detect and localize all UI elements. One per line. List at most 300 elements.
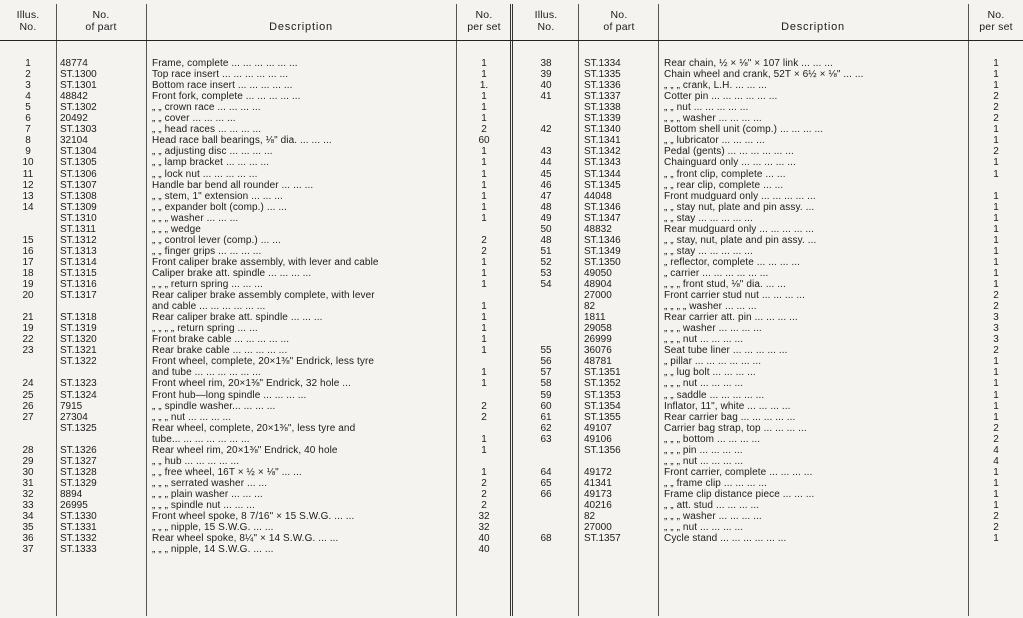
quantity-per-set: 40	[478, 544, 490, 556]
part-description: Rear brake cable ... ... ... ... ...	[152, 345, 288, 357]
quantity-per-set: 2	[481, 245, 487, 257]
part-number: ST.1356	[584, 444, 621, 456]
quantity-per-set: 1	[481, 279, 487, 290]
part-number: ST.1353	[584, 389, 621, 401]
quantity-per-set: 2	[993, 91, 999, 103]
quantity-per-set: 2	[993, 522, 999, 534]
illus-number: 9	[25, 146, 31, 158]
illus-number: 34	[22, 511, 34, 523]
part-description: „ „ control lever (comp.) ... ...	[152, 234, 281, 246]
table-row	[0, 489, 1023, 500]
table-row	[0, 356, 1023, 367]
table-row	[0, 224, 1023, 235]
part-description: Top race insert ... ... ... ... ... ...	[152, 69, 289, 81]
table-row	[0, 246, 1023, 257]
header-per-set: No. per set	[979, 9, 1013, 33]
part-description: „ „ lamp bracket ... ... ... ...	[152, 157, 270, 169]
illus-number: 56	[540, 356, 552, 368]
part-description: „ „ finger grips ... ... ... ...	[152, 245, 262, 257]
illus-number: 41	[540, 91, 552, 103]
part-description: „ „ crown race ... ... ... ...	[152, 102, 261, 114]
illus-number: 57	[540, 367, 552, 379]
header-illus-no: Illus. No.	[16, 9, 40, 33]
quantity-per-set: 1	[993, 378, 999, 390]
illus-number: 66	[540, 488, 552, 500]
part-description: Rear wheel, complete, 20×1⅜", less tyre and	[152, 422, 356, 434]
part-description: Rear wheel spoke, 8¼" × 14 S.W.G. ... ...	[152, 533, 339, 545]
quantity-per-set: 1	[993, 157, 999, 169]
part-number: 48781	[584, 356, 612, 368]
illus-number: 39	[540, 69, 552, 81]
illus-number: 48	[540, 201, 552, 213]
quantity-per-set: 2	[481, 477, 487, 489]
quantity-per-set: 32	[478, 511, 490, 523]
quantity-per-set: 2	[993, 301, 999, 313]
part-number: ST.1328	[60, 466, 97, 478]
quantity-per-set: 2	[481, 234, 487, 246]
part-number: 40216	[584, 500, 612, 511]
illus-number: 54	[540, 279, 552, 290]
part-number: ST.1350	[584, 256, 621, 268]
part-number: ST.1307	[60, 179, 97, 191]
table-row	[0, 412, 1023, 423]
part-description: Head race ball bearings, ⅛" dia. ... ... ...	[152, 135, 332, 147]
part-description: Inflator, 11", white ... ... ... ...	[664, 400, 791, 412]
part-number: ST.1315	[60, 267, 97, 279]
part-description: „ „ „ plain washer ... ... ...	[152, 488, 263, 500]
illus-number: 13	[22, 190, 34, 202]
illus-number: 44	[540, 157, 552, 169]
part-description: „ „ saddle ... ... ... ... ...	[664, 389, 765, 401]
quantity-per-set: 2	[993, 102, 999, 114]
illus-number: 33	[22, 500, 34, 511]
illus-number: 12	[22, 179, 34, 191]
quantity-per-set: 1	[481, 190, 487, 202]
quantity-per-set: 1	[993, 135, 999, 147]
part-description: Rear carrier bag ... ... ... ... ...	[664, 411, 796, 423]
part-description: Rear chain, ½ × ⅛" × 107 link ... ... ...	[664, 58, 833, 69]
table-row	[0, 113, 1023, 124]
table-row	[0, 312, 1023, 323]
table-row	[0, 135, 1023, 146]
illus-number: 40	[540, 80, 552, 92]
quantity-per-set: 1	[993, 400, 999, 412]
part-description: „ „ stay nut, plate and pin assy. ...	[664, 201, 815, 213]
part-description: „ „ lubricator ... ... ... ...	[664, 135, 765, 147]
part-number: 49107	[584, 422, 612, 434]
illus-number: 19	[22, 323, 34, 335]
quantity-per-set: 1	[481, 323, 487, 335]
quantity-per-set: 2	[481, 124, 487, 136]
quantity-per-set: 3	[993, 323, 999, 335]
illus-number: 59	[540, 389, 552, 401]
part-description: „ „ spindle washer... ... ... ...	[152, 400, 276, 412]
illus-number: 5	[25, 102, 31, 114]
illus-number: 11	[22, 168, 34, 180]
illus-number: 32	[22, 488, 34, 500]
part-number: 20492	[60, 113, 88, 125]
table-row	[0, 102, 1023, 113]
illus-number: 1	[25, 58, 31, 69]
quantity-per-set: 2	[481, 488, 487, 500]
part-number: ST.1338	[584, 102, 621, 114]
part-description: „ „ lug bolt ... ... ... ...	[664, 367, 756, 379]
quantity-per-set: 2	[993, 433, 999, 445]
part-number: ST.1343	[584, 157, 621, 169]
part-description: „ „ stay ... ... ... ... ...	[664, 245, 753, 257]
quantity-per-set: 1	[481, 157, 487, 169]
part-number: 49050	[584, 267, 612, 279]
part-description: „ „ stem, 1" extension ... ... ...	[152, 190, 283, 202]
part-description: „ „ „ nipple, 15 S.W.G. ... ...	[152, 522, 274, 534]
part-description: „ „ nut ... ... ... ... ...	[664, 102, 749, 114]
part-number: 32104	[60, 135, 88, 147]
part-number: 29058	[584, 323, 612, 335]
table-row	[0, 544, 1023, 555]
part-description: Rear mudguard only ... ... ... ... ...	[664, 223, 814, 235]
part-description: „ „ cover ... ... ... ...	[152, 113, 236, 125]
part-description: „ „ „ return spring ... ... ...	[152, 279, 263, 290]
table-row	[0, 146, 1023, 157]
quantity-per-set: 2	[993, 345, 999, 357]
quantity-per-set: 1	[993, 367, 999, 379]
part-description: „ „ „ nut ... ... ... ...	[152, 411, 232, 423]
quantity-per-set: 1	[993, 168, 999, 180]
part-description: „ „ „ spindle nut ... ... ...	[152, 500, 255, 511]
table-row	[0, 345, 1023, 356]
table-row	[0, 533, 1023, 544]
part-number: ST.1313	[60, 245, 97, 257]
part-description: „ „ head races ... ... ... ...	[152, 124, 262, 136]
header-illus-no: Illus. No.	[534, 9, 558, 33]
part-number: ST.1312	[60, 234, 97, 246]
part-number: ST.1329	[60, 477, 97, 489]
part-description: Rear caliper brake att. spindle ... ... ...	[152, 312, 323, 324]
part-description: Front hub—long spindle ... ... ... ...	[152, 389, 307, 401]
part-description: „ „ „ nut ... ... ... ...	[664, 455, 744, 467]
part-description: „ „ „ wedge	[152, 223, 201, 235]
part-description: Chain wheel and crank, 52T × 6½ × ⅛" ... ...	[664, 69, 864, 81]
quantity-per-set: 1	[993, 245, 999, 257]
quantity-per-set: 1.	[479, 80, 489, 92]
part-description: „ „ „ washer ... ... ... ...	[664, 323, 762, 335]
table-row	[0, 522, 1023, 533]
part-description: „ „ „ „ washer ... ... ...	[664, 301, 757, 313]
part-number: ST.1333	[60, 544, 97, 556]
part-description: „ „ stay ... ... ... ... ...	[664, 212, 753, 224]
quantity-per-set: 1	[481, 312, 487, 324]
part-description: „ „ lock nut ... ... ... ... ...	[152, 168, 258, 180]
part-number: ST.1354	[584, 400, 621, 412]
quantity-per-set: 1	[993, 279, 999, 290]
table-row	[0, 301, 1023, 312]
part-number: ST.1311	[60, 223, 96, 235]
part-description: „ „ „ serrated washer ... ...	[152, 477, 268, 489]
header-description: Description	[269, 21, 333, 33]
illus-number: 61	[540, 411, 552, 423]
quantity-per-set: 2	[993, 146, 999, 158]
quantity-per-set: 1	[481, 345, 487, 357]
quantity-per-set: 1	[993, 267, 999, 279]
table-row	[0, 279, 1023, 290]
illus-number: 6	[25, 113, 31, 125]
quantity-per-set: 1	[481, 69, 487, 81]
illus-number: 16	[22, 245, 34, 257]
table-row	[0, 378, 1023, 389]
quantity-per-set: 1	[481, 102, 487, 114]
part-number: ST.1340	[584, 124, 621, 136]
part-number: 82	[584, 511, 596, 523]
illus-number: 52	[540, 256, 552, 268]
illus-number: 49	[540, 212, 552, 224]
header-rule	[0, 40, 1023, 41]
part-number: ST.1306	[60, 168, 97, 180]
quantity-per-set: 3	[993, 312, 999, 324]
part-description: „ „ front clip, complete ... ...	[664, 168, 786, 180]
part-number: ST.1327	[60, 455, 97, 467]
part-description: „ „ „ pin ... ... ... ...	[664, 444, 743, 456]
part-number: ST.1346	[584, 201, 621, 213]
part-number: ST.1324	[60, 389, 97, 401]
part-number: 49106	[584, 433, 612, 445]
part-description: „ „ „ nipple, 14 S.W.G. ... ...	[152, 544, 274, 556]
part-number: ST.1309	[60, 201, 97, 213]
part-number: ST.1334	[584, 58, 621, 69]
illus-number: 47	[540, 190, 552, 202]
quantity-per-set: 2	[993, 511, 999, 523]
illus-number: 63	[540, 433, 552, 445]
quantity-per-set: 1	[993, 477, 999, 489]
part-number: 48842	[60, 91, 88, 103]
part-description: „ „ „ „ return spring ... ...	[152, 323, 258, 335]
part-description: Front caliper brake assembly, with lever and cable	[152, 256, 379, 268]
part-description: and tube ... ... ... ... ... ...	[152, 367, 261, 379]
part-number: ST.1345	[584, 179, 621, 191]
table-row	[0, 511, 1023, 522]
part-description: „ „ stay, nut, plate and pin assy. ...	[664, 234, 817, 246]
quantity-per-set: 1	[481, 267, 487, 279]
table-row	[0, 180, 1023, 191]
illus-number: 24	[22, 378, 34, 390]
part-number: ST.1302	[60, 102, 97, 114]
header-per-set: No. per set	[467, 9, 501, 33]
part-description: „ „ hub ... ... ... ... ...	[152, 455, 240, 467]
table-row	[0, 334, 1023, 345]
part-number: ST.1332	[60, 533, 97, 545]
part-number: ST.1320	[60, 334, 97, 346]
part-description: Front wheel, complete, 20×1⅜" Endrick, less tyre	[152, 356, 375, 368]
part-description: Chainguard only ... ... ... ... ...	[664, 157, 796, 169]
quantity-per-set: 1	[993, 466, 999, 478]
illus-number: 55	[540, 345, 552, 357]
quantity-per-set: 1	[993, 80, 999, 92]
quantity-per-set: 1	[993, 488, 999, 500]
quantity-per-set: 1	[993, 212, 999, 224]
quantity-per-set: 1	[993, 500, 999, 511]
illus-number: 19	[22, 279, 34, 290]
quantity-per-set: 1	[993, 533, 999, 545]
quantity-per-set: 1	[993, 69, 999, 81]
illus-number: 31	[22, 477, 34, 489]
quantity-per-set: 1	[993, 256, 999, 268]
quantity-per-set: 60	[478, 135, 490, 147]
part-description: Front brake cable ... ... ... ... ...	[152, 334, 290, 346]
part-number: 1811	[584, 312, 606, 324]
table-row	[0, 213, 1023, 224]
illus-number: 60	[540, 400, 552, 412]
table-row	[0, 157, 1023, 168]
illus-number: 37	[22, 544, 34, 556]
table-row	[0, 202, 1023, 213]
quantity-per-set: 1	[481, 146, 487, 158]
part-description: „ „ „ nut ... ... ... ...	[664, 522, 744, 534]
part-description: Caliper brake att. spindle ... ... ... ...	[152, 267, 312, 279]
part-description: Front wheel rim, 20×1⅜" Endrick, 32 hole ...	[152, 378, 351, 390]
illus-number: 28	[22, 444, 34, 456]
illus-number: 64	[540, 466, 552, 478]
part-number: ST.1351	[584, 367, 621, 379]
table-row	[0, 401, 1023, 412]
part-description: Seat tube liner ... ... ... ... ...	[664, 345, 788, 357]
quantity-per-set: 4	[993, 455, 999, 467]
table-row	[0, 58, 1023, 69]
part-number: ST.1317	[60, 290, 97, 302]
part-number: ST.1308	[60, 190, 97, 202]
header-part-no: No. of part	[603, 9, 635, 33]
quantity-per-set: 40	[478, 533, 490, 545]
illus-number: 22	[22, 334, 34, 346]
part-description: „ „ „ nut ... ... ... ...	[664, 334, 744, 346]
table-row	[0, 268, 1023, 279]
quantity-per-set: 1	[993, 190, 999, 202]
illus-number: 50	[540, 223, 552, 235]
table-row	[0, 445, 1023, 456]
part-description: tube... ... ... ... ... ... ...	[152, 433, 250, 445]
part-number: 48774	[60, 58, 88, 69]
illus-number: 7	[25, 124, 31, 136]
quantity-per-set: 1	[481, 301, 487, 313]
part-number: ST.1347	[584, 212, 621, 224]
quantity-per-set: 1	[481, 179, 487, 191]
part-number: ST.1316	[60, 279, 97, 290]
part-description: Cycle stand ... ... ... ... ... ...	[664, 533, 787, 545]
quantity-per-set: 1	[481, 256, 487, 268]
table-row	[0, 456, 1023, 467]
part-description: „ „ „ washer ... ... ... ...	[664, 113, 762, 125]
part-number: ST.1337	[584, 91, 621, 103]
part-number: ST.1349	[584, 245, 621, 257]
header-part-no: No. of part	[85, 9, 117, 33]
part-number: 41341	[584, 477, 612, 489]
part-description: Handle bar bend all rounder ... ... ...	[152, 179, 314, 191]
illus-number: 43	[540, 146, 552, 158]
illus-number: 2	[25, 69, 31, 81]
quantity-per-set: 1	[481, 212, 487, 224]
part-number: 44048	[584, 190, 612, 202]
part-description: „ „ „ bottom ... ... ... ...	[664, 433, 761, 445]
part-number: ST.1321	[60, 345, 97, 357]
table-row	[0, 69, 1023, 80]
illus-number: 45	[540, 168, 552, 180]
illus-number: 68	[540, 533, 552, 545]
part-description: Front carrier stud nut ... ... ... ...	[664, 290, 806, 302]
quantity-per-set: 2	[993, 290, 999, 302]
part-description: Pedal (gents) ... ... ... ... ... ...	[664, 146, 794, 158]
quantity-per-set: 1	[481, 168, 487, 180]
quantity-per-set: 2	[993, 113, 999, 125]
quantity-per-set: 1	[993, 389, 999, 401]
quantity-per-set: 1	[481, 466, 487, 478]
part-number: ST.1336	[584, 80, 621, 92]
part-number: ST.1326	[60, 444, 97, 456]
quantity-per-set: 3	[993, 334, 999, 346]
quantity-per-set: 1	[481, 58, 487, 69]
table-row	[0, 91, 1023, 102]
part-description: „ reflector, complete ... ... ... ...	[664, 256, 800, 268]
part-description: Cotter pin ... ... ... ... ... ...	[664, 91, 778, 103]
illus-number: 15	[22, 234, 34, 246]
part-description: Rear caliper brake assembly complete, with lever	[152, 290, 375, 302]
quantity-per-set: 1	[993, 234, 999, 246]
illus-number: 62	[540, 422, 552, 434]
part-description: Front carrier, complete ... ... ... ...	[664, 466, 813, 478]
illus-number: 36	[22, 533, 34, 545]
part-number: ST.1331	[60, 522, 97, 534]
table-row	[0, 467, 1023, 478]
part-number: ST.1303	[60, 124, 97, 136]
part-number: ST.1341	[584, 135, 621, 147]
part-description: Front wheel spoke, 8 7/16" × 15 S.W.G. ... ...	[152, 511, 355, 523]
illus-number: 17	[22, 256, 34, 268]
illus-number: 38	[540, 58, 552, 69]
illus-number: 26	[22, 400, 34, 412]
table-row	[0, 323, 1023, 334]
part-description: „ „ adjusting disc ... ... ... ...	[152, 146, 273, 158]
illus-number: 48	[540, 234, 552, 246]
quantity-per-set: 2	[481, 400, 487, 412]
part-number: ST.1310	[60, 212, 97, 224]
quantity-per-set: 1	[481, 201, 487, 213]
header-description: Description	[781, 21, 845, 33]
illus-number: 8	[25, 135, 31, 147]
part-number: 27304	[60, 411, 88, 423]
part-number: ST.1346	[584, 234, 621, 246]
table-row	[0, 257, 1023, 268]
part-description: „ „ att. stud ... ... ... ...	[664, 500, 760, 511]
part-description: Frame, complete ... ... ... ... ... ...	[152, 58, 298, 69]
part-number: ST.1352	[584, 378, 621, 390]
part-number: 48832	[584, 223, 612, 235]
part-description: „ „ free wheel, 16T × ½ × ⅛" ... ...	[152, 466, 302, 478]
part-number: 26995	[60, 500, 88, 511]
part-description: „ „ rear clip, complete ... ...	[664, 179, 784, 191]
quantity-per-set: 1	[993, 124, 999, 136]
illus-number: 53	[540, 267, 552, 279]
quantity-per-set: 2	[481, 500, 487, 511]
part-number: ST.1344	[584, 168, 621, 180]
part-description: Bottom race insert ... ... ... ... ...	[152, 80, 293, 92]
part-number: ST.1323	[60, 378, 97, 390]
quantity-per-set: 2	[993, 422, 999, 434]
illus-number: 35	[22, 522, 34, 534]
quantity-per-set: 1	[481, 91, 487, 103]
table-row	[0, 434, 1023, 445]
part-number: ST.1339	[584, 113, 621, 125]
part-description: Frame clip distance piece ... ... ...	[664, 488, 815, 500]
part-number: 36076	[584, 345, 612, 357]
part-number: 27000	[584, 290, 612, 302]
part-number: ST.1357	[584, 533, 621, 545]
